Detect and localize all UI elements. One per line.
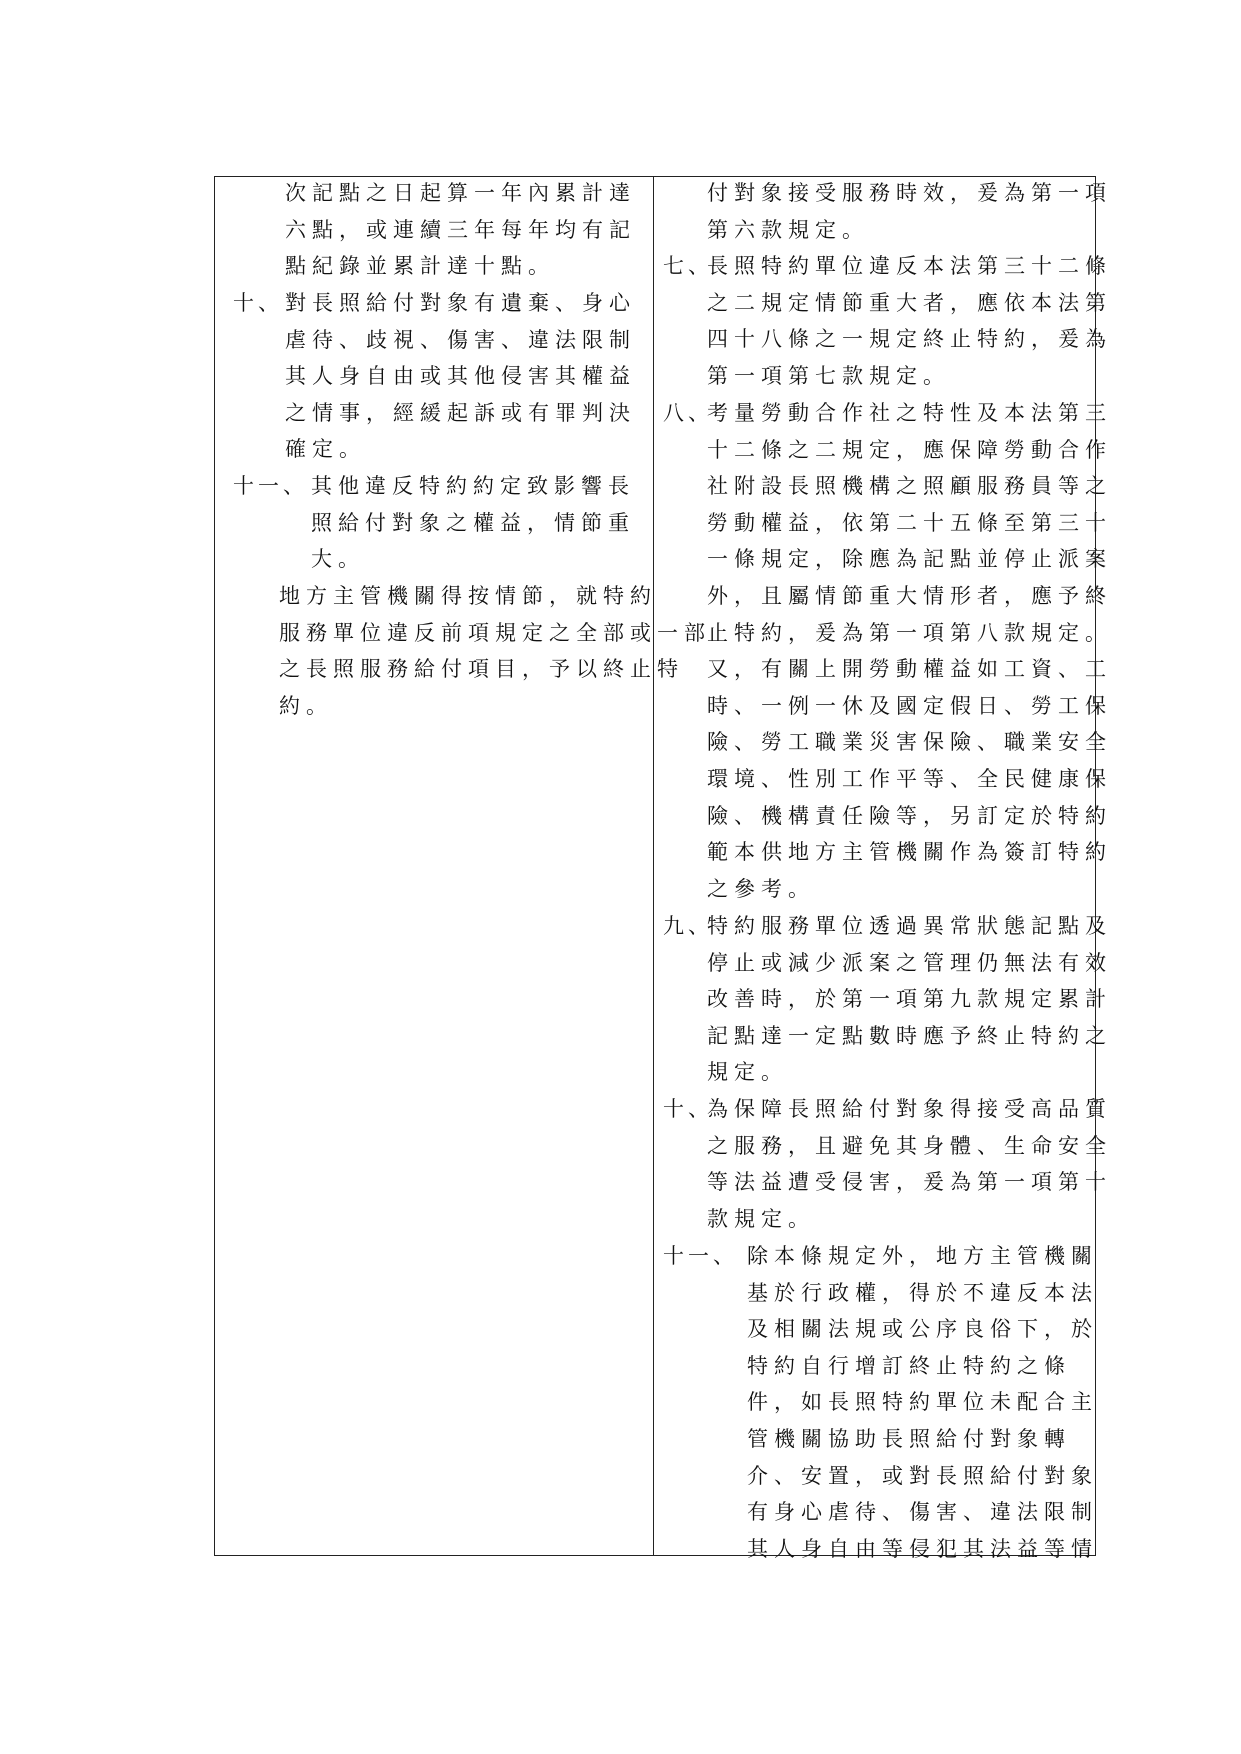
text-line: 其人身自由等侵犯其法益等情 (747, 1536, 1098, 1561)
text-line: 款規定。 (707, 1206, 815, 1231)
item11-text (747, 1238, 1098, 1567)
text-line: 服務單位違反前項規定之全部或一部 (279, 620, 711, 645)
text-line: 長照特約單位違反本法第三十二條 (707, 254, 1112, 278)
text-line: 件，如長照特約單位未配合主 (747, 1390, 1098, 1415)
item9-text (707, 908, 1112, 1091)
text-line: 基於行政權，得於不違反本法 (747, 1280, 1098, 1305)
text-line: 之二規定情節重大者，應依本法第 (707, 290, 1112, 315)
closing-paragraph (227, 578, 711, 724)
text-line: 範本供地方主管機關作為簽訂特約 (707, 840, 1112, 865)
text-line: 對長照給付對象有遺棄、身心 (285, 291, 636, 315)
text-line: 外，且屬情節重大情形者，應予終 (707, 583, 1112, 608)
item9-continued-text (285, 175, 636, 285)
text-line: 考量勞動合作社之特性及本法第三 (707, 401, 1112, 425)
text-line: 十二條之二規定，應保障勞動合作 (707, 437, 1112, 462)
text-line: 照給付對象之權益，情節重 (311, 510, 635, 535)
item9-marker: 九、 (663, 914, 713, 938)
item10-marker: 十、 (233, 291, 283, 315)
text-line: 六點，或連續三年每年均有記 (285, 217, 636, 242)
text-line: 有身心虐待、傷害、違法限制 (747, 1500, 1098, 1525)
text-line: 一條規定，除應為記點並停止派案 (707, 547, 1112, 572)
text-line: 等法益遭受侵害，爰為第一項第十 (707, 1170, 1112, 1195)
item7-marker: 七、 (663, 254, 713, 278)
text-line: 除本條規定外，地方主管機關 (747, 1244, 1098, 1268)
text-line: 大。 (311, 547, 365, 572)
text-line: 又，有關上開勞動權益如工資、工 (707, 657, 1112, 682)
text-line: 為保障長照給付對象得接受高品質 (707, 1097, 1112, 1121)
text-line: 特約服務單位透過異常狀態記點及 (707, 914, 1112, 938)
text-line: 第六款規定。 (707, 217, 869, 242)
text-line: 勞動權益，依第二十五條至第三十 (707, 510, 1112, 535)
item6-continued-text (707, 175, 1112, 248)
text-line: 之情事，經緩起訴或有罪判決 (285, 400, 636, 425)
text-line: 其他違反特約約定致影響長 (311, 474, 635, 498)
text-line: 險、勞工職業災害保險、職業安全 (707, 730, 1112, 755)
text-line: 點紀錄並累計達十點。 (285, 254, 555, 279)
text-line: 之長照服務給付項目，予以終止特 (279, 657, 684, 682)
text-line: 及相關法規或公序良俗下，於 (747, 1317, 1098, 1342)
text-line: 之參考。 (707, 876, 815, 901)
text-line: 停止或減少派案之管理仍無法有效 (707, 950, 1112, 975)
text-line: 險、機構責任險等，另訂定於特約 (707, 803, 1112, 828)
item11-text (311, 468, 635, 578)
right-column (655, 177, 1112, 1561)
text-line: 環境、性別工作平等、全民健康保 (707, 766, 1112, 791)
item8-text (707, 395, 1112, 907)
text-line: 改善時，於第一項第九款規定累計 (707, 987, 1112, 1012)
text-line: 地方主管機關得按情節，就特約 (279, 584, 657, 608)
comparison-table (214, 176, 1112, 1561)
text-line: 四十八條之一規定終止特約，爰為 (707, 327, 1112, 352)
item10-marker: 十、 (663, 1097, 713, 1121)
item7-text (707, 248, 1112, 394)
item11-marker: 十一、 (233, 474, 308, 498)
text-line: 付對象接受服務時效，爰為第一項 (707, 181, 1112, 205)
text-line: 管機關協助長照給付對象轉 (747, 1426, 1071, 1451)
text-line: 虐待、歧視、傷害、違法限制 (285, 327, 636, 352)
text-line: 時、一例一休及國定假日、勞工保 (707, 693, 1112, 718)
text-line: 之服務，且避免其身體、生命安全 (707, 1133, 1112, 1158)
text-line: 次記點之日起算一年內累計達 (285, 181, 636, 205)
text-line: 規定。 (707, 1060, 788, 1085)
item8-marker: 八、 (663, 401, 713, 425)
left-column (215, 177, 711, 1555)
text-line: 第一項第七款規定。 (707, 363, 950, 388)
item10-text (285, 285, 636, 468)
text-line: 其人身自由或其他侵害其權益 (285, 364, 636, 389)
text-line: 約。 (279, 693, 333, 718)
text-line: 確定。 (285, 437, 366, 462)
text-line: 介、安置，或對長照給付對象 (747, 1463, 1098, 1488)
text-line: 止特約，爰為第一項第八款規定。 (707, 620, 1112, 645)
item11-marker: 十一、 (663, 1244, 738, 1268)
text-line: 特約自行增訂終止特約之條 (747, 1353, 1071, 1378)
text-line: 記點達一定點數時應予終止特約之 (707, 1023, 1112, 1048)
column-divider (653, 177, 654, 1555)
item10-text (707, 1091, 1112, 1237)
text-line: 社附設長照機構之照顧服務員等之 (707, 474, 1112, 499)
